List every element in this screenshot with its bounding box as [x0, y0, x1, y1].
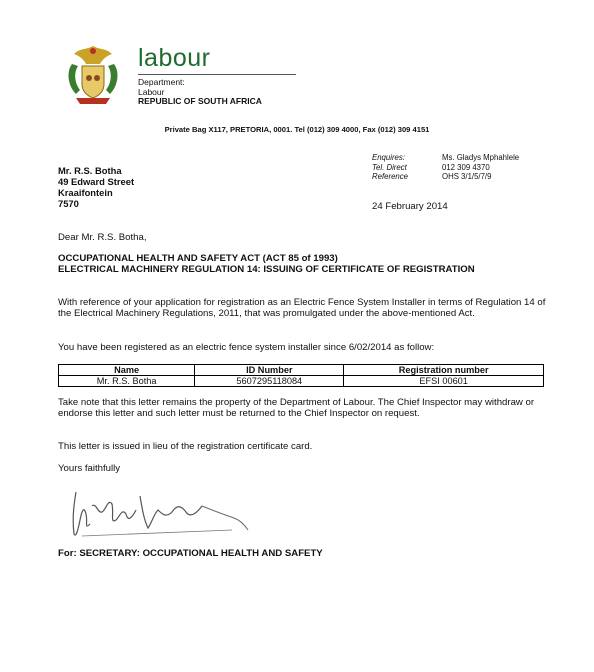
department-brand-name: labour: [138, 44, 211, 72]
reference-block: [372, 153, 519, 182]
cell-registration-number: EFSI 00601: [344, 376, 544, 387]
salutation: Dear Mr. R.S. Botha,: [58, 232, 147, 243]
reference-value: OHS 3/1/5/7/9: [442, 172, 492, 181]
column-header-name: Name: [59, 365, 195, 376]
subject-regulation: ELECTRICAL MACHINERY REGULATION 14: ISSUING OF CERTIFICATE OF REGISTRATION: [58, 264, 475, 275]
contact-details: Private Bag X117, PRETORIA, 0001. Tel (012) 309 4000, Fax (012) 309 4151: [164, 125, 430, 134]
letter-date: 24 February 2014: [372, 201, 448, 212]
reference-value: 012 309 4370: [442, 162, 490, 172]
reference-row: [372, 172, 519, 182]
paragraph-property-notice: Take note that this letter remains the property of the Department of Labour. The Chief Inspector may withdraw or endorse this letter and such letter must be returned to the Chief Inspector on request.: [58, 397, 535, 419]
paragraph-registered: You have been registered as an electric fence system installer since 6/02/2014 as follow:: [58, 342, 435, 353]
cell-id-number: 5607295118084: [195, 376, 344, 387]
paragraph-in-lieu: This letter is issued in lieu of the registration certificate card.: [58, 441, 313, 452]
table-header-row: [59, 365, 544, 376]
signoff-title: For: SECRETARY: OCCUPATIONAL HEALTH AND SAFETY: [58, 548, 323, 559]
coat-of-arms-logo: [60, 42, 126, 108]
column-header-id-number: ID Number: [195, 365, 344, 376]
reference-label: Tel. Direct: [372, 162, 407, 172]
country-name: REPUBLIC OF SOUTH AFRICA: [138, 96, 262, 106]
subject-heading: [58, 253, 546, 275]
cell-name: Mr. R.S. Botha: [59, 376, 195, 387]
brand-divider: [138, 74, 296, 75]
department-label: Department:: [138, 77, 185, 87]
department-name-block: [138, 78, 262, 107]
column-header-registration-number: Registration number: [344, 365, 544, 376]
reference-row: [372, 163, 519, 173]
department-name: Labour: [138, 86, 165, 97]
paragraph-application: With reference of your application for registration as an Electric Fence System Installer in terms of Regulation 14 of the Electrical Machinery Regulations, 2011, that was promulgated under the above-mentioned Act.: [58, 297, 546, 319]
reference-label: Enquires:: [372, 153, 405, 162]
registration-table: [58, 364, 544, 387]
recipient-address: [58, 165, 134, 209]
table-row: [59, 376, 544, 387]
closing: Yours faithfully: [58, 463, 121, 474]
handwritten-signature: [62, 484, 252, 544]
subject-act: OCCUPATIONAL HEALTH AND SAFETY ACT (ACT 85 of 1993): [58, 253, 338, 264]
recipient-name: Mr. R.S. Botha: [58, 165, 122, 176]
reference-row: [372, 153, 519, 163]
recipient-postal-code: 7570: [58, 198, 79, 209]
reference-label: Reference: [372, 172, 408, 181]
recipient-street: 49 Edward Street: [58, 176, 135, 187]
reference-value: Ms. Gladys Mphahlele: [442, 153, 520, 162]
recipient-town: Kraaifontein: [58, 187, 113, 198]
